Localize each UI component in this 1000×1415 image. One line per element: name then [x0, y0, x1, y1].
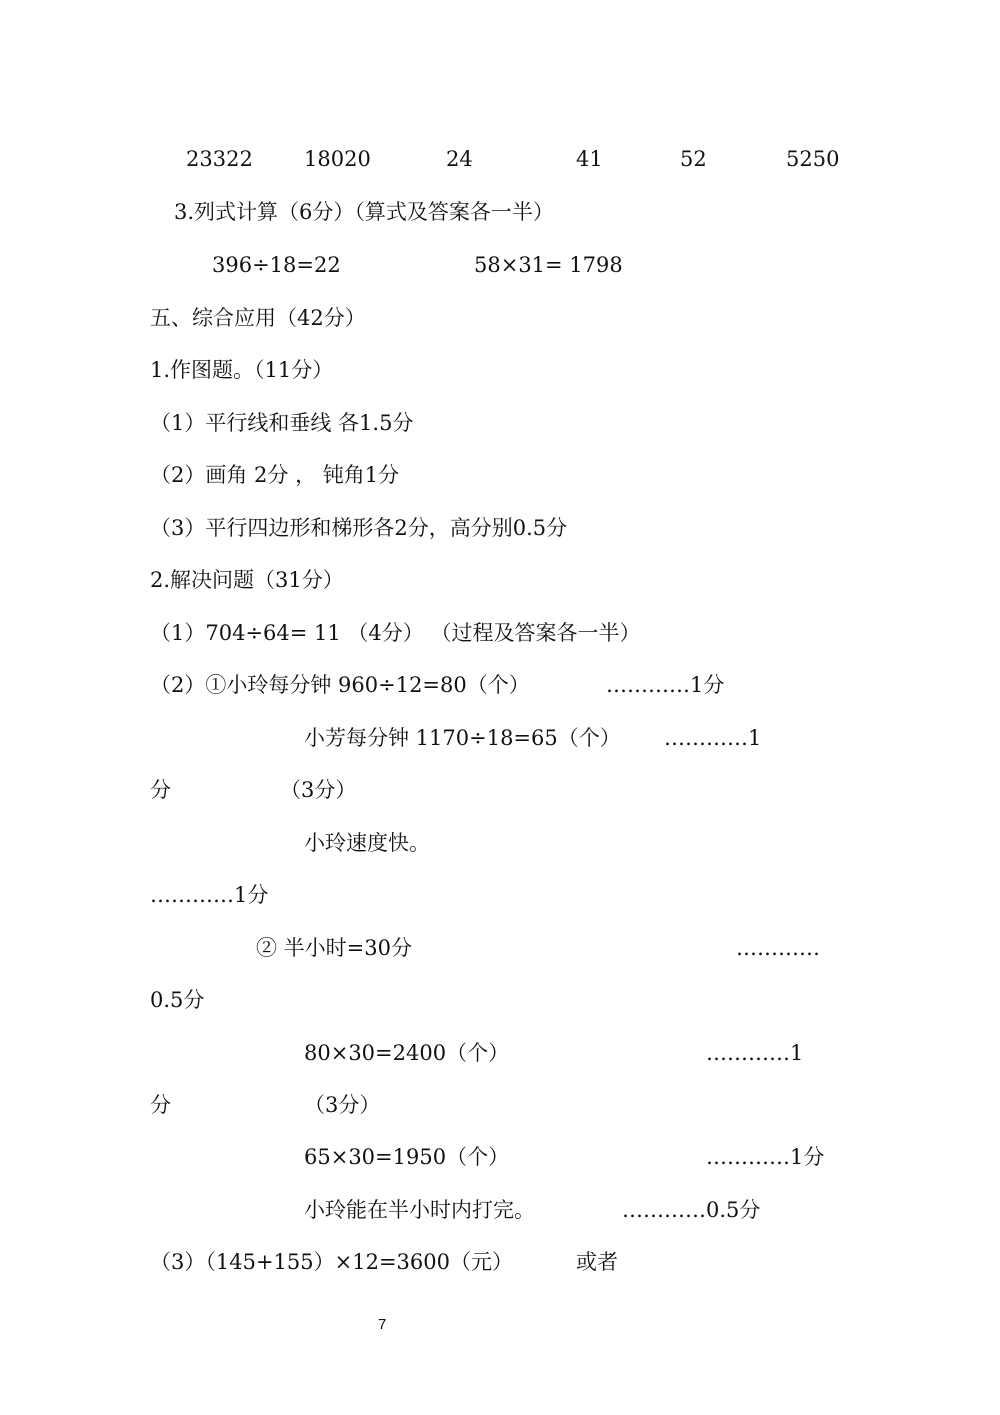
q1-item-2: （2）画角 2分 ， 钝角1分	[150, 463, 400, 487]
q2-part-2-points-2: …………1	[664, 726, 762, 750]
q2-part-3-line-2: 80×30=2400（个）	[304, 1041, 510, 1065]
answer-number-3: 24	[446, 147, 473, 171]
q2-part-3-half-point: 0.5分	[150, 988, 205, 1012]
q2-part-2-fen: 分	[150, 778, 171, 802]
q2-part-3-line-4: 小玲能在半小时内打完。	[304, 1198, 535, 1222]
q2-part-1: （1）704÷64= 11 （4分） （过程及答案各一半）	[150, 621, 641, 645]
q2-part-3-fen: 分	[150, 1093, 171, 1117]
q2-part-3-line-1: ② 半小时=30分	[256, 936, 412, 960]
q2-part-2-line-1: （2）①小玲每分钟 960÷12=80（个）	[150, 673, 530, 697]
answer-number-1: 23322	[186, 147, 253, 171]
q1-item-1: （1）平行线和垂线 各1.5分	[150, 411, 414, 435]
q2-title: 2.解决问题（31分）	[150, 568, 344, 592]
q2-part-3-points-2: …………1	[706, 1041, 804, 1065]
page-number: 7	[378, 1316, 387, 1333]
section3-equation-2: 58×31= 1798	[474, 253, 623, 277]
q2-part-4-or: 或者	[576, 1250, 618, 1274]
q2-part-3-total: （3分）	[304, 1093, 381, 1117]
q2-part-3-line-3: 65×30=1950（个）	[304, 1145, 510, 1169]
answer-number-4: 41	[576, 147, 603, 171]
q2-part-3-points-3: …………1分	[706, 1145, 825, 1169]
answer-number-6: 5250	[786, 147, 840, 171]
q2-part-2-points-3: …………1分	[150, 883, 269, 907]
answer-number-2: 18020	[304, 147, 371, 171]
q1-item-3: （3）平行四边形和梯形各2分，高分别0.5分	[150, 516, 568, 540]
q2-part-2-line-2: 小芳每分钟 1170÷18=65（个）	[304, 726, 621, 750]
q2-part-3-points-1: …………	[736, 936, 820, 960]
section5-title: 五、综合应用（42分）	[150, 306, 366, 330]
q2-part-2-total: （3分）	[280, 778, 357, 802]
q2-part-2-points-1: …………1分	[606, 673, 725, 697]
q2-part-4-line-1: （3）（145+155）×12=3600（元）	[150, 1250, 513, 1274]
section3-equation-1: 396÷18=22	[212, 253, 341, 277]
q2-part-3-points-4: …………0.5分	[622, 1198, 761, 1222]
q1-title: 1.作图题。（11分）	[150, 358, 334, 382]
section3-title: 3.列式计算（6分）（算式及答案各一半）	[174, 200, 554, 224]
answer-number-5: 52	[680, 147, 707, 171]
q2-part-2-line-3: 小玲速度快。	[304, 831, 430, 855]
